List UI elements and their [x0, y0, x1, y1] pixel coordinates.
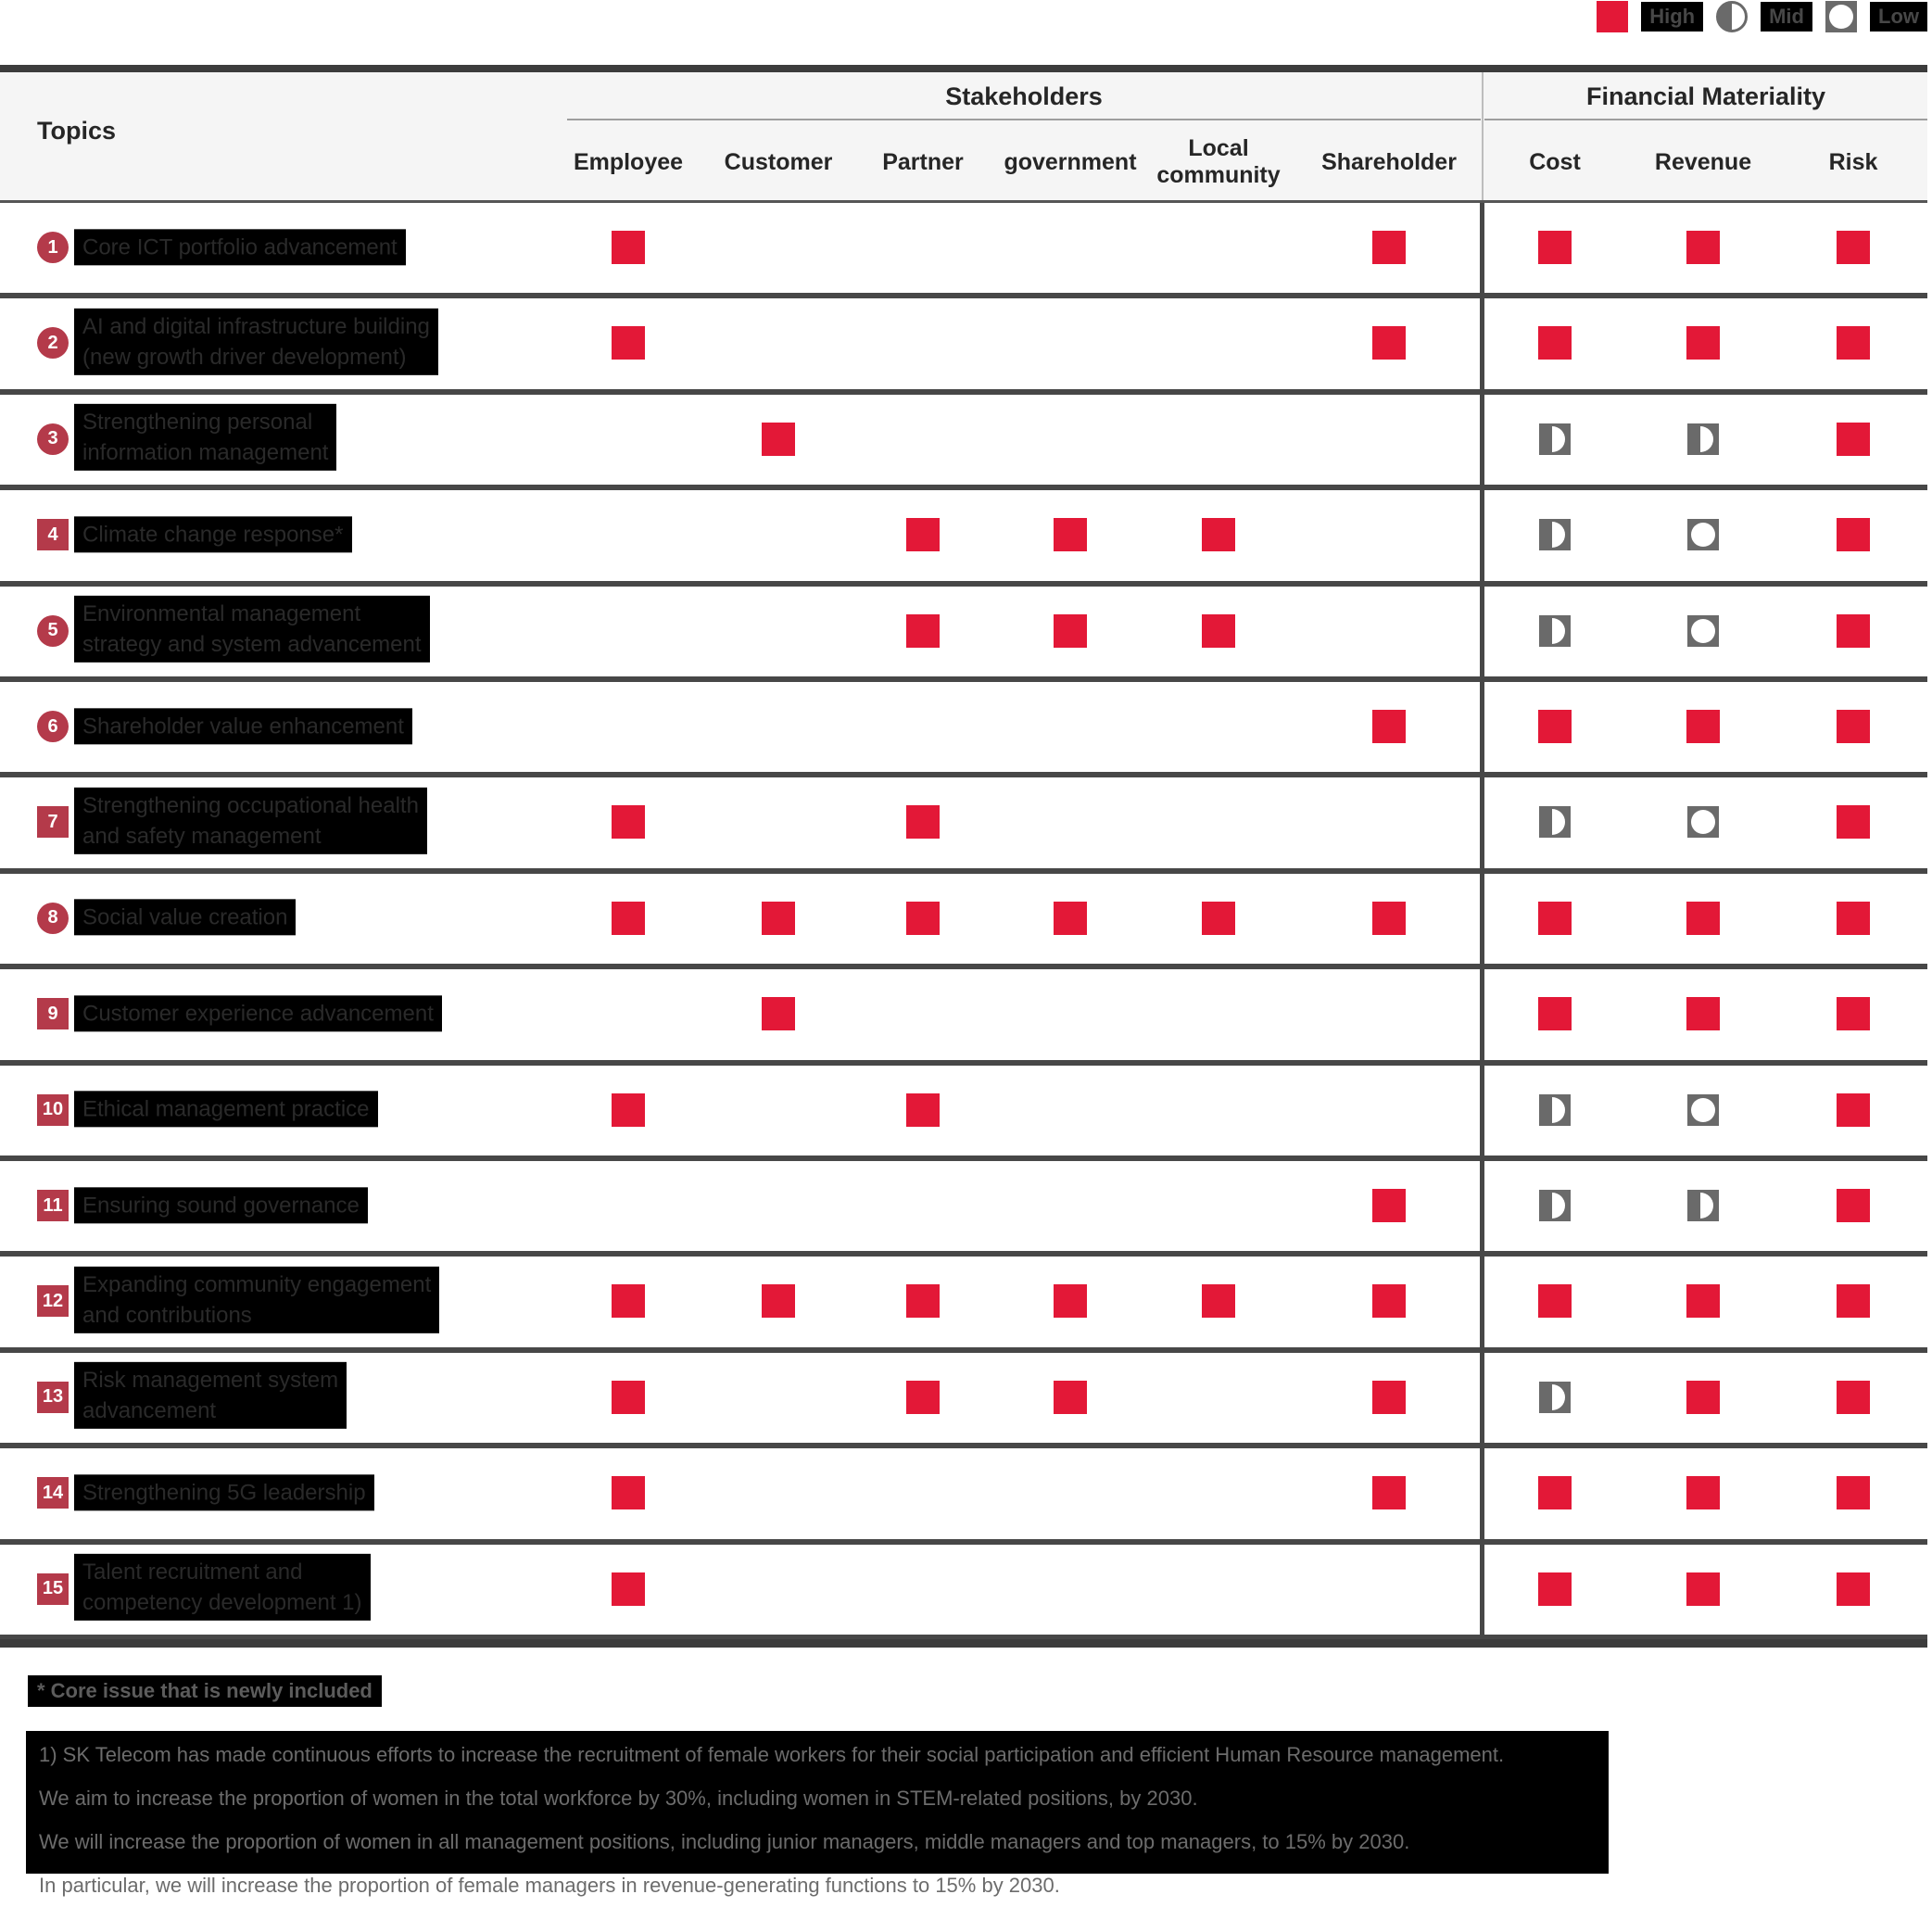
topic-number-badge: 7	[37, 806, 69, 838]
legend-low-icon	[1825, 1, 1857, 32]
topic-label: Ethical management practice	[74, 1092, 378, 1128]
footnote-block	[26, 1731, 1609, 1897]
topic-label: Climate change response*	[74, 516, 352, 552]
financial-marker-high	[1837, 326, 1870, 360]
column-header-government: government	[1004, 148, 1137, 175]
legend	[1597, 0, 1927, 33]
financial-marker-low	[1687, 1094, 1719, 1126]
financial-marker-mid	[1687, 1190, 1719, 1221]
stakeholder-marker-high	[1054, 1381, 1087, 1414]
topic-number-badge: 12	[37, 1285, 69, 1317]
stakeholder-marker-high	[1054, 1284, 1087, 1318]
stakeholder-marker-high	[1372, 710, 1406, 743]
financial-marker-high	[1686, 1476, 1720, 1509]
financial-marker-high	[1837, 1381, 1870, 1414]
financial-marker-low	[1687, 615, 1719, 647]
stakeholder-marker-high	[612, 1284, 645, 1318]
financial-marker-mid	[1687, 423, 1719, 455]
table-row-13	[0, 1353, 1927, 1448]
table-top-border	[0, 65, 1927, 72]
half-circle-icon	[1552, 809, 1565, 835]
financial-marker-mid	[1539, 615, 1571, 647]
financial-marker-high	[1837, 1572, 1870, 1606]
footnote-line: We aim to increase the proportion of women in the total workforce by 30%, including women in STEM-related positions, by 2030.	[39, 1787, 1198, 1810]
financial-marker-high	[1686, 1284, 1720, 1318]
financial-marker-high	[1837, 997, 1870, 1030]
financial-marker-high	[1538, 1572, 1572, 1606]
financial-marker-low	[1687, 806, 1719, 838]
stakeholder-marker-high	[762, 1284, 795, 1318]
column-header-cost: Cost	[1529, 148, 1581, 175]
financial-marker-high	[1538, 902, 1572, 935]
financial-marker-mid	[1539, 806, 1571, 838]
half-circle-icon	[1700, 1193, 1713, 1219]
table-row-15	[0, 1545, 1927, 1640]
stakeholder-marker-high	[1202, 1284, 1235, 1318]
stakeholder-marker-high	[762, 902, 795, 935]
column-header-customer: Customer	[724, 148, 833, 175]
stakeholder-marker-high	[1372, 1189, 1406, 1222]
financial-marker-high	[1837, 1189, 1870, 1222]
topic-label: Expanding community engagement and contributions	[74, 1267, 439, 1333]
financial-marker-high	[1686, 1572, 1720, 1606]
footnote-line: We will increase the proportion of women in all management positions, including junior managers, middle managers and top managers, to 15% by 2030.	[39, 1830, 1410, 1853]
circle-icon	[1691, 523, 1715, 547]
stakeholder-marker-high	[906, 805, 940, 839]
financial-marker-mid	[1539, 519, 1571, 550]
half-circle-icon	[1552, 1097, 1565, 1123]
column-header-shareholder: Shareholder	[1321, 148, 1457, 175]
topic-number-badge: 15	[37, 1573, 69, 1605]
table-row-3	[0, 395, 1927, 490]
footnote-line: In particular, we will increase the proportion of female managers in revenue-generating functions to 15% by 2030.	[39, 1874, 1060, 1897]
half-circle-icon	[1700, 426, 1713, 452]
topic-number-badge: 4	[37, 519, 69, 550]
circle-icon	[1691, 810, 1715, 834]
topic-number-badge: 11	[37, 1190, 69, 1221]
column-header-risk: Risk	[1828, 148, 1878, 175]
stakeholder-marker-high	[1202, 614, 1235, 648]
financial-marker-high	[1837, 518, 1870, 551]
topic-number-badge: 1	[37, 232, 69, 263]
stakeholder-marker-high	[1202, 902, 1235, 935]
topic-number-badge: 5	[37, 615, 69, 647]
circle-icon	[1691, 1098, 1715, 1122]
column-header-local-community: Local community	[1156, 135, 1281, 188]
table-row-14	[0, 1448, 1927, 1544]
financial-marker-high	[1538, 997, 1572, 1030]
table-row-4	[0, 490, 1927, 586]
topic-number-badge: 9	[37, 998, 69, 1029]
financial-marker-mid	[1539, 1190, 1571, 1221]
topic-label: Strengthening occupational health and safety management	[74, 788, 427, 854]
financial-marker-high	[1686, 997, 1720, 1030]
financial-marker-high	[1837, 902, 1870, 935]
stakeholder-marker-high	[1372, 1284, 1406, 1318]
topic-label: Ensuring sound governance	[74, 1187, 368, 1223]
topic-label: Environmental management strategy and system advancement	[74, 596, 430, 663]
legend-mid-icon	[1716, 1, 1748, 32]
table-row-8	[0, 874, 1927, 969]
topic-number-badge: 13	[37, 1382, 69, 1413]
topic-number-badge: 3	[37, 423, 69, 455]
stakeholder-marker-high	[906, 518, 940, 551]
circle-icon	[1691, 619, 1715, 643]
stakeholder-marker-high	[1054, 518, 1087, 551]
table-row-1	[0, 203, 1927, 298]
financial-marker-high	[1686, 231, 1720, 264]
topic-label: Shareholder value enhancement	[74, 708, 412, 744]
topic-number-badge: 8	[37, 903, 69, 934]
stakeholder-marker-high	[612, 1093, 645, 1127]
financial-marker-mid	[1539, 1382, 1571, 1413]
legend-high-icon	[1597, 1, 1628, 32]
table-row-5	[0, 587, 1927, 682]
core-issue-note: * Core issue that is newly included	[28, 1675, 382, 1707]
financial-marker-high	[1538, 231, 1572, 264]
financial-materiality-group-header: Financial Materiality	[1585, 82, 1826, 110]
topics-column-header: Topics	[37, 117, 117, 145]
financial-marker-high	[1538, 326, 1572, 360]
stakeholder-marker-high	[612, 902, 645, 935]
topic-label: Core ICT portfolio advancement	[74, 229, 406, 265]
stakeholder-marker-high	[906, 902, 940, 935]
half-circle-icon	[1552, 1193, 1565, 1219]
stakeholder-marker-high	[906, 1284, 940, 1318]
topic-label: Talent recruitment and competency development 1)	[74, 1554, 371, 1621]
stakeholder-marker-high	[612, 1381, 645, 1414]
stakeholder-marker-high	[612, 805, 645, 839]
half-circle-icon	[1552, 426, 1565, 452]
table-row-7	[0, 777, 1927, 873]
financial-marker-high	[1837, 710, 1870, 743]
stakeholder-marker-high	[762, 423, 795, 456]
stakeholder-marker-high	[1372, 231, 1406, 264]
stakeholder-marker-high	[1372, 1476, 1406, 1509]
topic-number-badge: 6	[37, 711, 69, 742]
financial-marker-high	[1538, 1476, 1572, 1509]
financial-marker-high	[1837, 423, 1870, 456]
financial-marker-low	[1687, 519, 1719, 550]
half-circle-icon	[1552, 618, 1565, 644]
financial-marker-high	[1837, 1284, 1870, 1318]
legend-high-label: High	[1641, 2, 1703, 32]
financial-marker-high	[1837, 1093, 1870, 1127]
body-section-divider	[1480, 203, 1484, 1640]
topic-number-badge: 14	[37, 1477, 69, 1509]
stakeholder-marker-high	[906, 1093, 940, 1127]
column-header-employee: Employee	[573, 148, 684, 175]
stakeholder-marker-high	[612, 231, 645, 264]
half-circle-icon	[1552, 1384, 1565, 1410]
column-header-revenue: Revenue	[1654, 148, 1752, 175]
topic-label: Strengthening 5G leadership	[74, 1474, 374, 1510]
legend-mid-label: Mid	[1761, 2, 1812, 32]
topic-number-badge: 2	[37, 327, 69, 359]
table-bottom-border	[0, 1639, 1927, 1648]
table-row-9	[0, 969, 1927, 1065]
footnote-line: 1) SK Telecom has made continuous efforts to increase the recruitment of female workers for their social participation and efficient Human Resource management.	[39, 1743, 1505, 1766]
financial-marker-high	[1538, 1284, 1572, 1318]
stakeholder-marker-high	[1372, 1381, 1406, 1414]
topic-label: Strengthening personal information management	[74, 404, 336, 471]
financial-marker-high	[1686, 710, 1720, 743]
stakeholder-marker-high	[612, 1476, 645, 1509]
financial-marker-high	[1837, 805, 1870, 839]
table-row-11	[0, 1161, 1927, 1257]
financial-marker-high	[1837, 614, 1870, 648]
stakeholder-marker-high	[1054, 614, 1087, 648]
financial-marker-high	[1686, 902, 1720, 935]
topic-label: AI and digital infrastructure building (new growth driver development)	[74, 309, 438, 375]
stakeholder-marker-high	[1372, 902, 1406, 935]
column-header-partner: Partner	[882, 148, 964, 175]
stakeholder-marker-high	[612, 326, 645, 360]
stakeholder-marker-high	[762, 997, 795, 1030]
legend-low-label: Low	[1870, 2, 1927, 32]
topic-label: Risk management system advancement	[74, 1362, 347, 1429]
financial-header-underline	[1484, 119, 1927, 120]
table-row-10	[0, 1066, 1927, 1161]
stakeholder-marker-high	[906, 1381, 940, 1414]
topic-label: Social value creation	[74, 900, 296, 936]
stakeholder-marker-high	[1202, 518, 1235, 551]
financial-marker-high	[1686, 326, 1720, 360]
table-row-6	[0, 682, 1927, 777]
table-row-12	[0, 1257, 1927, 1352]
stakeholder-marker-high	[612, 1572, 645, 1606]
table-header	[0, 72, 1927, 200]
financial-marker-mid	[1539, 1094, 1571, 1126]
topic-label: Customer experience advancement	[74, 995, 442, 1031]
financial-marker-mid	[1539, 423, 1571, 455]
stakeholder-marker-high	[1372, 326, 1406, 360]
half-circle-icon	[1552, 522, 1565, 548]
stakeholder-marker-high	[906, 614, 940, 648]
table-row-2	[0, 298, 1927, 394]
topic-number-badge: 10	[37, 1094, 69, 1126]
financial-marker-high	[1686, 1381, 1720, 1414]
stakeholders-group-header: Stakeholders	[945, 82, 1103, 110]
stakeholder-marker-high	[1054, 902, 1087, 935]
financial-marker-high	[1837, 1476, 1870, 1509]
stakeholders-header-underline	[567, 119, 1481, 120]
financial-marker-high	[1837, 231, 1870, 264]
financial-marker-high	[1538, 710, 1572, 743]
